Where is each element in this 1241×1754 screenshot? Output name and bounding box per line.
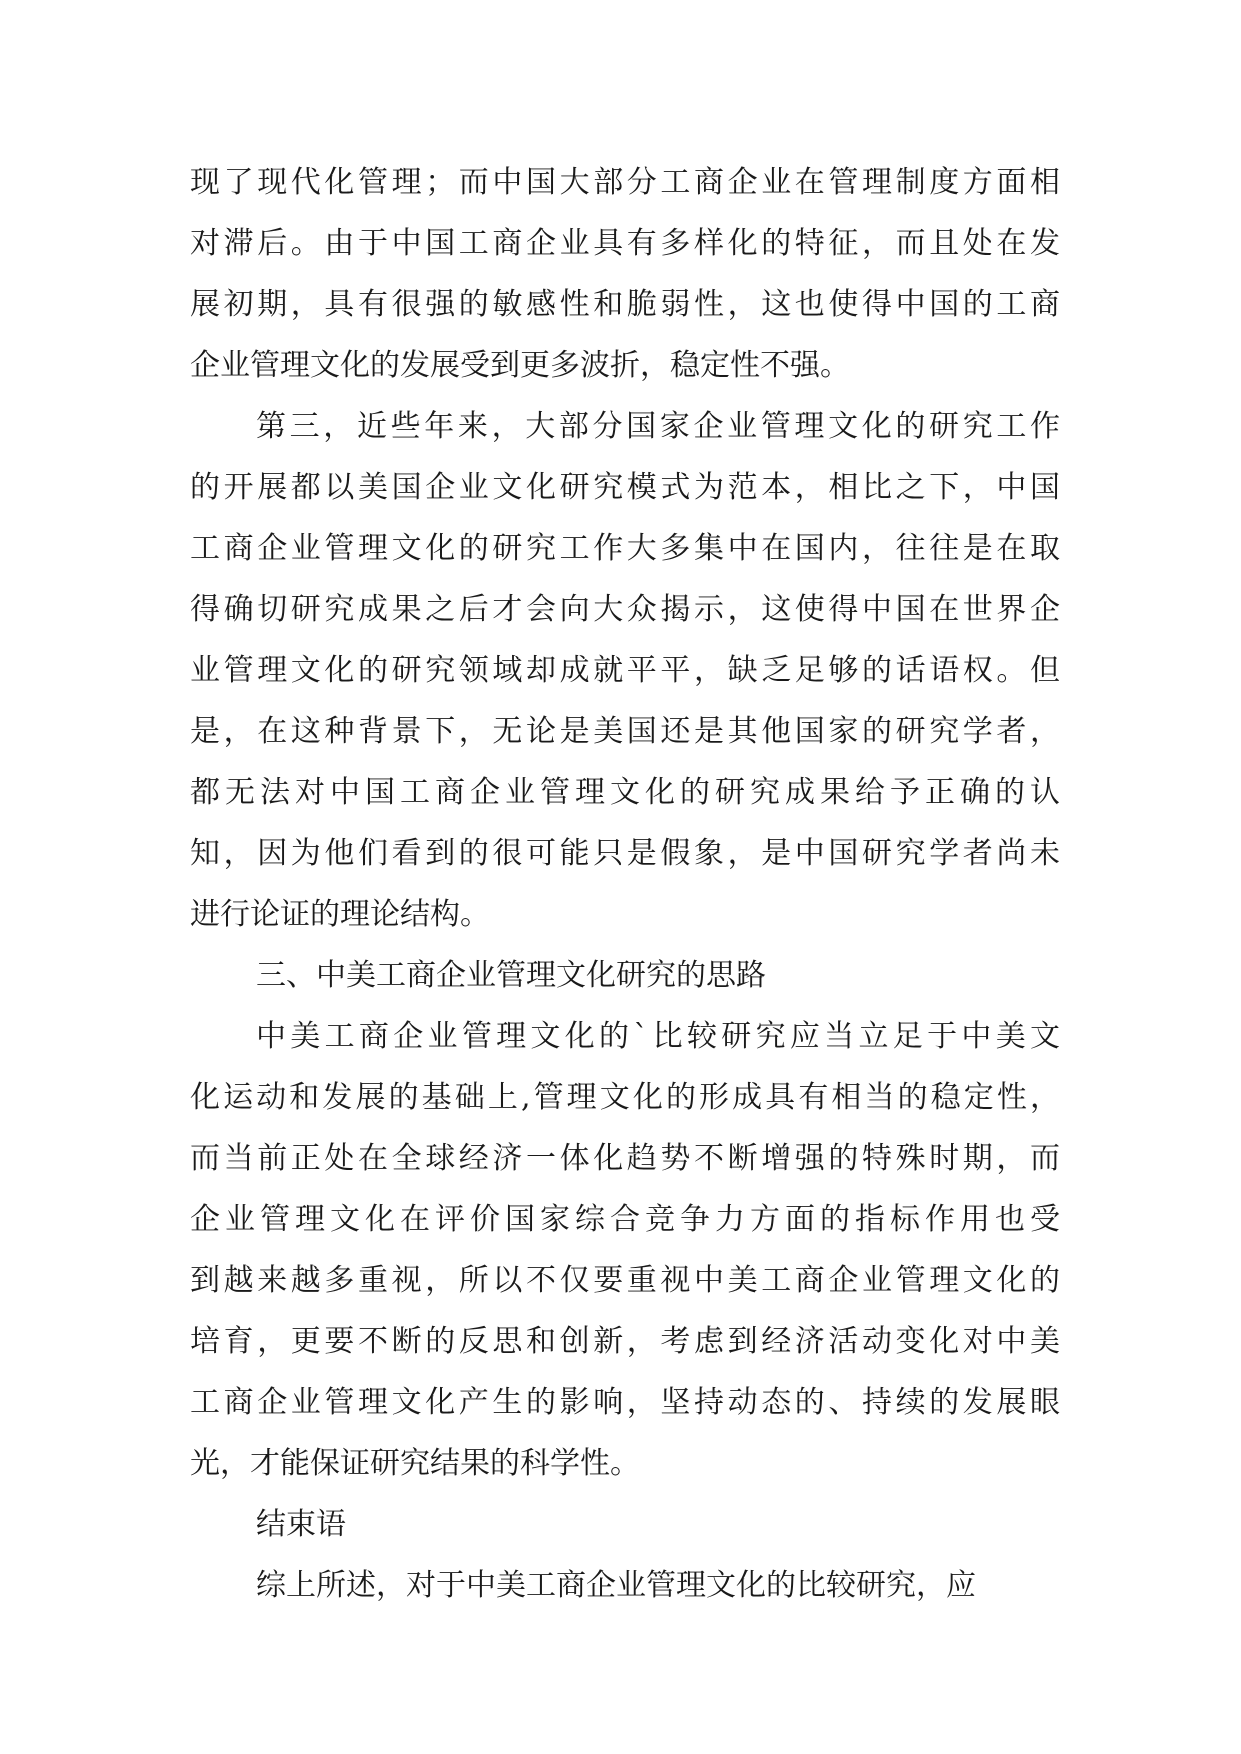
text-line: 知，因为他们看到的很可能只是假象，是中国研究学者尚未 [190, 836, 1060, 871]
text-line: 对滞后。由于中国工商企业具有多样化的特征，而且处在发 [190, 226, 1060, 261]
text-line: 光，才能保证研究结果的科学性。 [190, 1446, 640, 1481]
text-line: 工商企业管理文化产生的影响，坚持动态的、持续的发展眼 [190, 1385, 1060, 1420]
paragraph-2 [190, 396, 1060, 945]
text-line: 中美工商企业管理文化的`比较研究应当立足于中美文 [256, 1019, 1060, 1054]
text-line: 展初期，具有很强的敏感性和脆弱性，这也使得中国的工商 [190, 287, 1060, 322]
text-line: 现了现代化管理；而中国大部分工商企业在管理制度方面相 [190, 165, 1060, 200]
paragraph-4 [190, 1555, 1060, 1616]
text-line: 都无法对中国工商企业管理文化的研究成果给予正确的认 [190, 775, 1060, 810]
text-line: 第三，近些年来，大部分国家企业管理文化的研究工作 [256, 409, 1060, 444]
heading-line: 三、中美工商企业管理文化研究的思路 [256, 958, 766, 993]
text-line: 得确切研究成果之后才会向大众揭示，这使得中国在世界企 [190, 592, 1060, 627]
text-line: 是，在这种背景下，无论是美国还是其他国家的研究学者， [190, 714, 1060, 749]
text-line: 工商企业管理文化的研究工作大多集中在国内，往往是在取 [190, 531, 1060, 566]
text-line: 到越来越多重视，所以不仅要重视中美工商企业管理文化的 [190, 1263, 1060, 1298]
text-line: 综上所述，对于中美工商企业管理文化的比较研究，应 [256, 1568, 976, 1603]
text-line: 培育，更要不断的反思和创新，考虑到经济活动变化对中美 [190, 1324, 1060, 1359]
paragraph-3 [190, 1006, 1060, 1494]
conclusion-heading [190, 1494, 1060, 1555]
text-line: 进行论证的理论结构。 [190, 897, 490, 932]
paragraph-1 [190, 152, 1060, 396]
text-line: 而当前正处在全球经济一体化趋势不断增强的特殊时期，而 [190, 1141, 1060, 1176]
text-line: 的开展都以美国企业文化研究模式为范本，相比之下，中国 [190, 470, 1060, 505]
text-line: 企业管理文化的发展受到更多波折，稳定性不强。 [190, 348, 850, 383]
section-heading [190, 945, 1060, 1006]
heading-line: 结束语 [256, 1507, 346, 1542]
text-line: 业管理文化的研究领域却成就平平，缺乏足够的话语权。但 [190, 653, 1060, 688]
text-line: 化运动和发展的基础上,管理文化的形成具有相当的稳定性， [190, 1080, 1060, 1115]
document-body [190, 152, 1060, 1616]
text-line: 企业管理文化在评价国家综合竞争力方面的指标作用也受 [190, 1202, 1060, 1237]
